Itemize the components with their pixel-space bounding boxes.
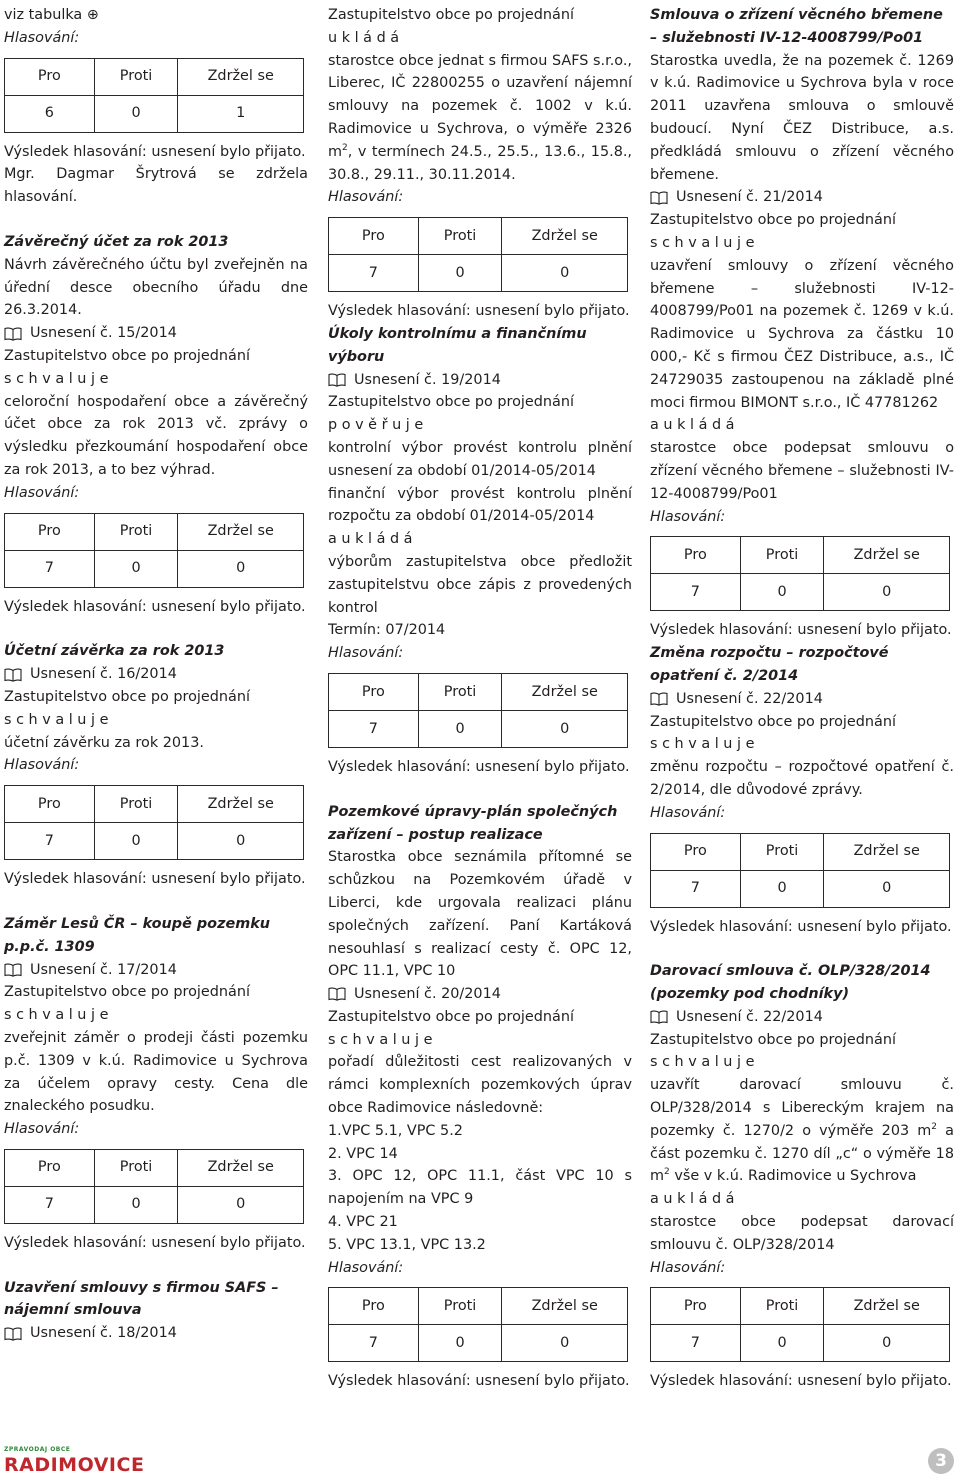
resolution-number [328, 983, 632, 1006]
section-heading: Pozemkové úpravy-plán společných zařízení – postup realizace [328, 803, 618, 843]
header-proti: Proti [740, 833, 824, 870]
paragraph: celoroční hospodaření obce a závěrečný účet obce za rok 2013 vč. zprávy o výsledku přezkoumání hospodaření obce za rok 2013, a to bez výhrad. [4, 393, 308, 478]
book-icon [328, 373, 346, 387]
paragraph: Zastupitelstvo obce po projednání [650, 212, 896, 229]
book-icon [650, 191, 668, 205]
header-proti: Proti [740, 537, 824, 574]
voting-label: Hlasování: [4, 484, 80, 501]
resolution-number [650, 688, 954, 711]
vote-table [328, 673, 628, 748]
vote-result: Výsledek hlasování: usnesení bylo přijato. [4, 871, 306, 888]
resolution-number [4, 322, 308, 345]
paragraph: Zastupitelstvo obce po projednání [650, 713, 896, 730]
paragraph: Starostka obce seznámila přítomné se schůzkou na Pozemkovém úřadě v Liberci, kde urgovala realizaci plánu společných zařízení. Paní Kartáková nesouhlasí s realizací cesty č. OPC 12, OPC 11.1, VPC 10 [328, 849, 632, 980]
value-proti: 0 [94, 823, 178, 860]
paragraph: Zastupitelstvo obce po projednání [650, 1031, 896, 1048]
page-number: 3 [928, 1448, 954, 1474]
value-zdrzel: 0 [824, 870, 950, 907]
value-proti: 0 [418, 1325, 502, 1362]
vote-result: Výsledek hlasování: usnesení bylo přijato. [328, 758, 630, 775]
vote-table [328, 217, 628, 292]
column-3 [650, 4, 954, 1393]
value-zdrzel: 0 [824, 1325, 950, 1362]
verb-spaced: s c h v a l u j e [650, 1054, 755, 1071]
paragraph: finanční výbor provést kontrolu plnění rozpočtu za období 01/2014-05/2014 [328, 485, 632, 525]
text-part: , v termínech 24.5., 25.5., 13.6., 15.8., 30.8., 29.11., 30.11.2014. [328, 143, 632, 183]
paragraph: výborům zastupitelstva obce předložit zastupitelstvu obce zápis z provedených kontrol [328, 553, 632, 616]
value-pro: 7 [5, 1186, 95, 1223]
header-proti: Proti [418, 218, 502, 255]
text-part: vše v k.ú. Radimovice u Sychrova [669, 1168, 917, 1185]
paragraph: Zastupitelstvo obce po projednání [328, 394, 574, 411]
list-item: 3. OPC 12, OPC 11.1, část VPC 10 s napojením na VPC 9 [328, 1168, 632, 1208]
resolution-label: Usnesení č. 18/2014 [30, 1325, 177, 1342]
header-proti: Proti [94, 58, 178, 95]
section-heading: Darovací smlouva č. OLP/328/2014 (pozemky pod chodníky) [650, 963, 931, 1003]
vote-result: Výsledek hlasování: usnesení bylo přijato. [650, 1373, 952, 1390]
header-zdrzel: Zdržel se [178, 513, 304, 550]
header-pro: Pro [651, 537, 741, 574]
text-part: starostce obce jednat s firmou SAFS s.r.o., Liberec, IČ 22800255 o uzavření nájemní smlouvy na pozemek č. 1002 v k.ú. Radimovice u Sychrova, o výměře 2326 m [328, 52, 632, 160]
header-zdrzel: Zdržel se [824, 1288, 950, 1325]
header-pro: Pro [651, 1288, 741, 1325]
vote-table [4, 513, 304, 588]
resolution-label: Usnesení č. 21/2014 [676, 189, 823, 206]
paragraph [328, 50, 632, 187]
header-pro: Pro [329, 673, 419, 710]
verb-spaced: u k l á d á [328, 29, 400, 46]
paragraph: starostce obce podepsat smlouvu o zřízení věcného břemene – služebnosti IV-12-4008799/Po01 [650, 440, 954, 502]
section-heading: Změna rozpočtu – rozpočtové opatření č. 2/2014 [650, 645, 889, 684]
verb-spaced: p o v ě ř u j e [328, 417, 424, 434]
value-proti: 0 [740, 574, 824, 611]
verb-spaced: s c h v a l u j e [4, 711, 109, 728]
header-pro: Pro [5, 58, 95, 95]
header-zdrzel: Zdržel se [178, 786, 304, 823]
value-proti: 0 [740, 870, 824, 907]
section-heading: Uzavření smlouvy s firmou SAFS – nájemní smlouva [4, 1279, 279, 1319]
paragraph: Návrh závěrečného účtu byl zveřejněn na úřední desce obecního úřadu dne 26.3.2014. [4, 256, 308, 319]
value-pro: 7 [651, 870, 741, 907]
vote-result: Výsledek hlasování: usnesení bylo přijato. [4, 143, 306, 160]
value-zdrzel: 0 [502, 710, 628, 747]
header-zdrzel: Zdržel se [502, 1288, 628, 1325]
value-zdrzel: 0 [178, 823, 304, 860]
paragraph: Zastupitelstvo obce po projednání [4, 347, 250, 364]
header-zdrzel: Zdržel se [824, 833, 950, 870]
paragraph: Zastupitelstvo obce po projednání [4, 688, 250, 705]
paragraph: starostce obce podepsat darovací smlouvu č. OLP/328/2014 [650, 1214, 954, 1253]
vote-result: Výsledek hlasování: usnesení bylo přijato. [4, 1234, 306, 1251]
resolution-number [328, 369, 632, 392]
resolution-number [650, 1006, 954, 1029]
header-zdrzel: Zdržel se [502, 673, 628, 710]
header-pro: Pro [651, 833, 741, 870]
list-item: 2. VPC 14 [328, 1145, 398, 1162]
vote-table [650, 536, 950, 611]
voting-label: Hlasování: [4, 757, 80, 774]
value-pro: 7 [329, 710, 419, 747]
value-pro: 7 [5, 823, 95, 860]
paragraph: Mgr. Dagmar Šrytrová se zdržela hlasování. [4, 166, 308, 206]
list-item: 5. VPC 13.1, VPC 13.2 [328, 1236, 486, 1253]
voting-label: Hlasování: [650, 508, 726, 525]
vote-table [4, 785, 304, 860]
text-part: a část pozemku č. 1270 díl „c“ o výměře 18 m [650, 1122, 954, 1185]
paragraph: viz tabulka ⊕ [4, 7, 99, 23]
value-zdrzel: 0 [178, 1186, 304, 1223]
paragraph [650, 1074, 954, 1188]
text-part: uzavřít darovací smlouvu č. OLP/328/2014 s Libereckým krajem na pozemky č. 1270/2 o výměře 203 m [650, 1077, 954, 1139]
resolution-label: Usnesení č. 19/2014 [354, 371, 501, 388]
book-icon [4, 1327, 22, 1341]
voting-label: Hlasování: [4, 1121, 80, 1138]
voting-label: Hlasování: [328, 645, 404, 662]
value-zdrzel: 0 [502, 1325, 628, 1362]
voting-label: Hlasování: [650, 804, 726, 821]
vote-table [4, 58, 304, 133]
verb-spaced: s c h v a l u j e [650, 736, 755, 753]
vote-table [4, 1149, 304, 1224]
header-zdrzel: Zdržel se [824, 537, 950, 574]
section-heading: Účetní závěrka za rok 2013 [4, 643, 225, 660]
paragraph: pořadí důležitosti cest realizovaných v rámci komplexních pozemkových úprav obce Radimovice následovně: [328, 1054, 632, 1117]
list-item: 1.VPC 5.1, VPC 5.2 [328, 1122, 463, 1139]
superscript: 2 [664, 1167, 670, 1178]
resolution-label: Usnesení č. 16/2014 [30, 666, 177, 683]
paragraph: Zastupitelstvo obce po projednání [328, 7, 574, 23]
book-icon [650, 1010, 668, 1024]
voting-label: Hlasování: [4, 29, 80, 46]
verb-spaced: a u k l á d á [650, 1191, 735, 1208]
column-1 [4, 4, 308, 1345]
book-icon [4, 327, 22, 341]
header-proti: Proti [418, 1288, 502, 1325]
value-pro: 7 [651, 574, 741, 611]
voting-label: Hlasování: [328, 189, 404, 206]
value-zdrzel: 0 [502, 255, 628, 292]
value-zdrzel: 1 [178, 95, 304, 132]
book-icon [328, 987, 346, 1001]
value-pro: 7 [329, 1325, 419, 1362]
voting-label: Hlasování: [328, 1259, 404, 1276]
verb-spaced: s c h v a l u j e [650, 234, 755, 251]
header-proti: Proti [418, 673, 502, 710]
resolution-label: Usnesení č. 22/2014 [676, 690, 823, 707]
section-heading: Úkoly kontrolnímu a finančnímu výboru [328, 325, 587, 365]
header-zdrzel: Zdržel se [502, 218, 628, 255]
resolution-number [4, 1322, 308, 1345]
list-item: 4. VPC 21 [328, 1214, 398, 1231]
vote-result: Výsledek hlasování: usnesení bylo přijato. [650, 622, 952, 639]
value-pro: 7 [5, 550, 95, 587]
book-icon [650, 692, 668, 706]
value-pro: 7 [329, 255, 419, 292]
value-pro: 7 [651, 1325, 741, 1362]
resolution-label: Usnesení č. 20/2014 [354, 986, 501, 1003]
resolution-number [4, 959, 308, 982]
value-proti: 0 [94, 1186, 178, 1223]
paragraph: účetní závěrku za rok 2013. [4, 734, 204, 751]
vote-table [650, 1287, 950, 1362]
verb-spaced: s c h v a l u j e [328, 1031, 433, 1048]
section-heading: Smlouva o zřízení věcného břemene – služebnosti IV-12-4008799/Po01 [650, 7, 943, 46]
vote-result: Výsledek hlasování: usnesení bylo přijato. [4, 598, 306, 615]
vote-table [328, 1287, 628, 1362]
vote-result: Výsledek hlasování: usnesení bylo přijato. [328, 303, 630, 320]
paragraph: zveřejnit záměr o prodeji části pozemku p.č. 1309 v k.ú. Radimovice u Sychrova za účelem opravy cesty. Cena dle znaleckého posudku. [4, 1029, 308, 1115]
resolution-label: Usnesení č. 17/2014 [30, 961, 177, 978]
value-proti: 0 [94, 550, 178, 587]
paragraph: změnu rozpočtu – rozpočtové opatření č. 2/2014, dle důvodové zprávy. [650, 759, 954, 798]
paragraph: kontrolní výbor provést kontrolu plnění usnesení za období 01/2014-05/2014 [328, 439, 632, 479]
header-proti: Proti [94, 1149, 178, 1186]
header-pro: Pro [329, 1288, 419, 1325]
paragraph: Starostka uvedla, že na pozemek č. 1269 v k.ú. Radimovice u Sychrova byla v roce 2011 uzavřena smlouva o smlouvě budoucí. Nyní ČEZ Distribuce, a.s. předkládá smlouvu o zřízení věcného břemene. [650, 52, 954, 183]
deadline: Termín: 07/2014 [328, 622, 446, 639]
resolution-number [650, 186, 954, 209]
paragraph: Zastupitelstvo obce po projednání [328, 1008, 574, 1025]
section-heading: Záměr Lesů ČR – koupě pozemku p.p.č. 1309 [4, 915, 271, 955]
logo-title: RADIMOVICE [4, 1454, 145, 1476]
header-proti: Proti [94, 786, 178, 823]
paragraph: Zastupitelstvo obce po projednání [4, 984, 250, 1001]
value-zdrzel: 0 [178, 550, 304, 587]
value-proti: 0 [94, 95, 178, 132]
header-zdrzel: Zdržel se [178, 1149, 304, 1186]
voting-label: Hlasování: [650, 1259, 726, 1276]
paragraph: uzavření smlouvy o zřízení věcného břemene – služebnosti IV-12-4008799/Po01 na pozemek č. 1269 v k.ú. Radimovice u Sychrova za částku 10 000,- Kč s firmou ČEZ Distribuce, a.s., IČ 24729035 zastoupenou na základě plné moci firmou BIMONT s.r.o., IČ 47781262 [650, 257, 954, 411]
verb-spaced: s c h v a l u j e [4, 1007, 109, 1024]
radimovice-logo [4, 1446, 144, 1476]
value-pro: 6 [5, 95, 95, 132]
value-proti: 0 [418, 710, 502, 747]
superscript: 2 [342, 142, 348, 153]
header-pro: Pro [5, 1149, 95, 1186]
header-zdrzel: Zdržel se [178, 58, 304, 95]
logo-subtitle: ZPRAVODAJ OBCE [4, 1446, 71, 1453]
vote-result: Výsledek hlasování: usnesení bylo přijato. [328, 1373, 630, 1390]
superscript: 2 [931, 1122, 938, 1133]
header-proti: Proti [740, 1288, 824, 1325]
resolution-label: Usnesení č. 22/2014 [676, 1008, 823, 1025]
value-proti: 0 [418, 255, 502, 292]
column-2 [328, 4, 632, 1393]
header-pro: Pro [5, 513, 95, 550]
header-proti: Proti [94, 513, 178, 550]
verb-spaced: s c h v a l u j e [4, 370, 109, 387]
verb-spaced: a u k l á d á [328, 531, 413, 548]
vote-result: Výsledek hlasování: usnesení bylo přijato. [650, 918, 952, 935]
verb-spaced: a u k l á d á [650, 417, 735, 434]
value-zdrzel: 0 [824, 574, 950, 611]
value-proti: 0 [740, 1325, 824, 1362]
book-icon [4, 668, 22, 682]
resolution-number [4, 663, 308, 686]
section-heading: Závěrečný účet za rok 2013 [4, 233, 229, 250]
resolution-label: Usnesení č. 15/2014 [30, 325, 177, 342]
header-pro: Pro [329, 218, 419, 255]
vote-table [650, 833, 950, 908]
book-icon [4, 963, 22, 977]
header-pro: Pro [5, 786, 95, 823]
